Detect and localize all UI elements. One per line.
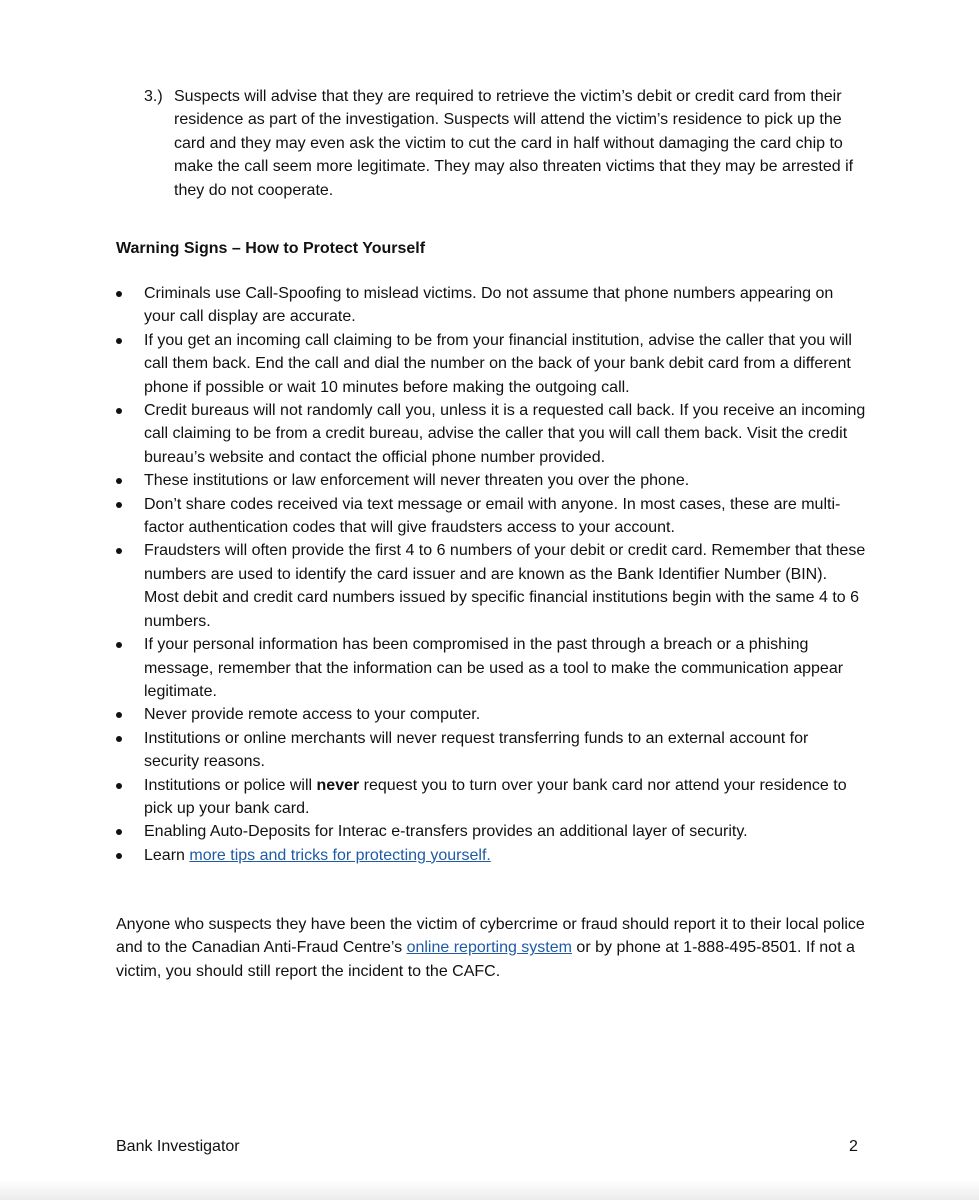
list-item: These institutions or law enforcement will never threaten you over the phone.	[116, 469, 866, 492]
bullet-icon	[116, 642, 122, 648]
online-reporting-link[interactable]: online reporting system	[406, 939, 572, 957]
list-item: If your personal information has been compromised in the past through a breach or a phishing message, remember that the information can be used as a tool to make the communication appear legitimate.	[116, 633, 866, 703]
bullet-icon	[116, 478, 122, 484]
list-item: Learn more tips and tricks for protecting yourself.	[116, 844, 866, 867]
list-item: Credit bureaus will not randomly call you, unless it is a requested call back. If you receive an incoming call claiming to be from a credit bureau, advise the caller that you will call them back. Visit the credit bureau’s website and contact the official phone number provided.	[116, 399, 866, 469]
bullet-icon	[116, 853, 122, 859]
bullet-icon	[116, 291, 122, 297]
page-edge-shadow	[0, 1180, 979, 1200]
list-item: Fraudsters will often provide the first 4 to 6 numbers of your debit or credit card. Remember that these numbers are used to identify the card issuer and are known as the Bank Identifier Number (BIN). Most debit and credit card numbers issued by specific financial institutions begin with the same 4 to 6 numbers.	[116, 539, 866, 633]
bullet-icon	[116, 548, 122, 554]
list-item: Criminals use Call-Spoofing to mislead victims. Do not assume that phone numbers appearing on your call display are accurate.	[116, 282, 866, 329]
list-item: Don’t share codes received via text message or email with anyone. In most cases, these are multi-factor authentication codes that will give fraudsters access to your account.	[116, 493, 866, 540]
list-item: Enabling Auto-Deposits for Interac e-transfers provides an additional layer of security.	[116, 820, 866, 843]
emphasis-never: never	[316, 776, 360, 794]
bullet-icon	[116, 829, 122, 835]
warning-signs-list	[116, 282, 866, 867]
bullet-icon	[116, 712, 122, 718]
page-number: 2	[849, 1138, 858, 1155]
bullet-icon	[116, 783, 122, 789]
bullet-icon	[116, 408, 122, 414]
bullet-icon	[116, 502, 122, 508]
bullet-icon	[116, 736, 122, 742]
list-item: Institutions or police will never request you to turn over your bank card nor attend your residence to pick up your bank card.	[116, 774, 866, 821]
item-text: Suspects will advise that they are required to retrieve the victim’s debit or credit card from their residence as part of the investigation. Suspects will attend the victim’s residence to pick up the card and they may even ask the victim to cut the card in half without damaging the card chip to make the call seem more legitimate. They may also threaten victims that they may be arrested if they do not cooperate.	[174, 88, 854, 199]
list-item: Never provide remote access to your computer.	[116, 703, 866, 726]
list-item: Institutions or online merchants will never request transferring funds to an external account for security reasons.	[116, 727, 866, 774]
closing-paragraph: Anyone who suspects they have been the victim of cybercrime or fraud should report it to their local police and to the Canadian Anti-Fraud Centre’s online reporting system or by phone at 1-888-495-8501. If not a victim, you should still report the incident to the CAFC.	[116, 916, 865, 980]
section-heading: Warning Signs – How to Protect Yourself	[116, 240, 426, 257]
footer-title: Bank Investigator	[116, 1138, 240, 1155]
numbered-item-3	[144, 85, 874, 202]
bullet-icon	[116, 338, 122, 344]
more-tips-link[interactable]: more tips and tricks for protecting yourself.	[189, 846, 491, 864]
item-number: 3.)	[144, 88, 163, 105]
list-item: If you get an incoming call claiming to be from your financial institution, advise the caller that you will call them back. End the call and dial the number on the back of your bank debit card from a different phone if possible or wait 10 minutes before making the outgoing call.	[116, 329, 866, 399]
